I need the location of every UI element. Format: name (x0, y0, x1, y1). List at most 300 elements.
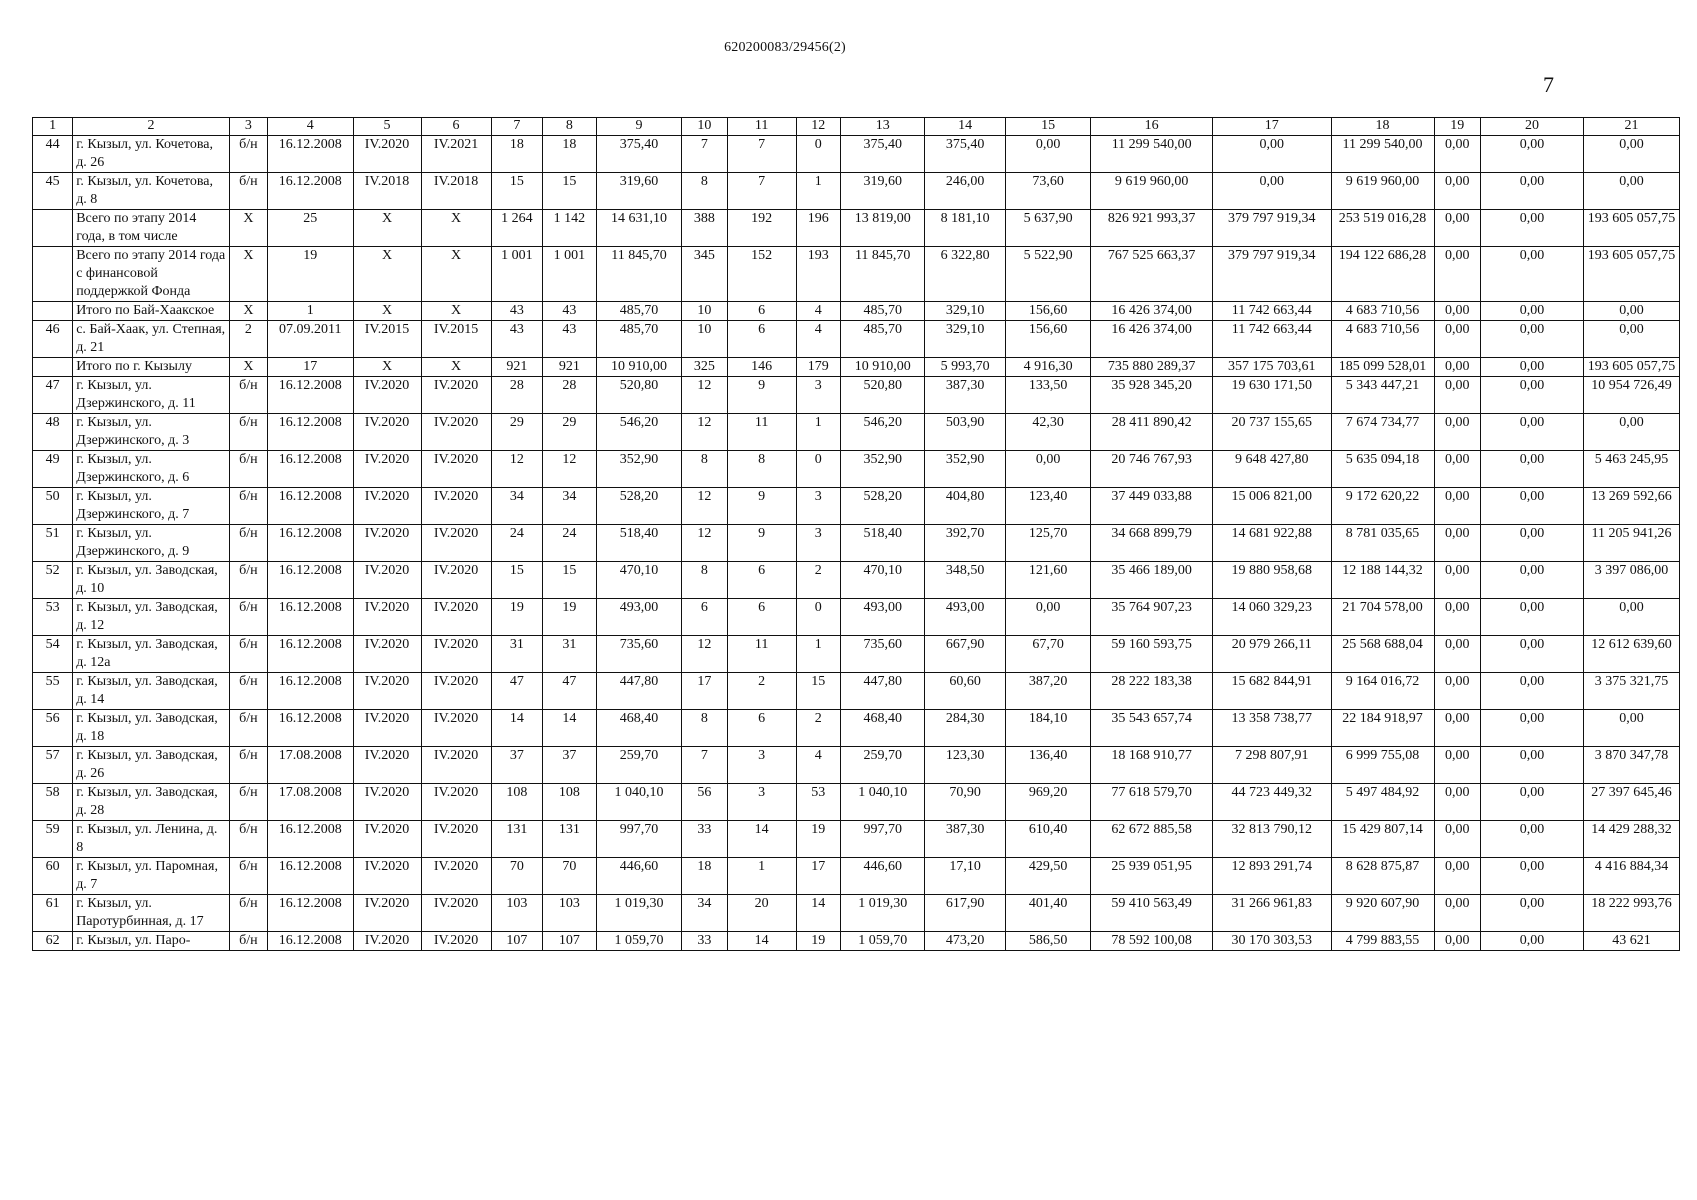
value-cell: 0,00 (1434, 932, 1480, 951)
value-cell: 345 (682, 247, 727, 302)
value-cell: 16.12.2008 (267, 932, 353, 951)
value-cell: 0,00 (1434, 525, 1480, 562)
value-cell: 0,00 (1434, 710, 1480, 747)
value-cell: 0,00 (1434, 302, 1480, 321)
value-cell: 27 397 645,46 (1584, 784, 1680, 821)
value-cell: 37 (543, 747, 597, 784)
address-cell: г. Кызыл, ул. Заводская, д. 28 (73, 784, 230, 821)
value-cell: 0,00 (1584, 173, 1680, 210)
value-cell: X (353, 358, 421, 377)
row-number-cell: 48 (33, 414, 73, 451)
value-cell: IV.2020 (353, 599, 421, 636)
value-cell: 4 (796, 302, 840, 321)
value-cell: 468,40 (840, 710, 925, 747)
value-cell: 5 343 447,21 (1331, 377, 1434, 414)
column-number: 19 (1434, 118, 1480, 136)
address-cell: г. Кызыл, ул. Паро- (73, 932, 230, 951)
value-cell: 0,00 (1584, 302, 1680, 321)
value-cell: 325 (682, 358, 727, 377)
value-cell: 14 (727, 821, 796, 858)
value-cell: 375,40 (596, 136, 682, 173)
value-cell: б/н (229, 136, 267, 173)
value-cell: 0,00 (1434, 895, 1480, 932)
value-cell: IV.2018 (421, 173, 491, 210)
value-cell: 123,40 (1005, 488, 1091, 525)
row-number-cell: 61 (33, 895, 73, 932)
value-cell: 3 (796, 377, 840, 414)
value-cell: 7 (682, 747, 727, 784)
value-cell: 5 637,90 (1005, 210, 1091, 247)
address-cell: г. Кызыл, ул. Ленина, д. 8 (73, 821, 230, 858)
address-cell: г. Кызыл, ул. Дзержинского, д. 3 (73, 414, 230, 451)
table-row (33, 710, 1680, 747)
value-cell: 0,00 (1434, 562, 1480, 599)
value-cell: 17 (796, 858, 840, 895)
value-cell: 193 605 057,75 (1584, 247, 1680, 302)
value-cell: 0,00 (1005, 136, 1091, 173)
value-cell: 0,00 (1480, 747, 1583, 784)
column-number: 18 (1331, 118, 1434, 136)
value-cell: 446,60 (596, 858, 682, 895)
value-cell: 15 (491, 562, 543, 599)
value-cell: 32 813 790,12 (1212, 821, 1331, 858)
row-number-cell (33, 247, 73, 302)
value-cell: IV.2020 (353, 636, 421, 673)
value-cell: 6 (727, 321, 796, 358)
value-cell: 70 (491, 858, 543, 895)
address-cell: г. Кызыл, ул. Заводская, д. 10 (73, 562, 230, 599)
value-cell: 17 (682, 673, 727, 710)
value-cell: 546,20 (596, 414, 682, 451)
value-cell: 7 (727, 136, 796, 173)
value-cell: 6 (682, 599, 727, 636)
value-cell: 429,50 (1005, 858, 1091, 895)
value-cell: б/н (229, 858, 267, 895)
table-row (33, 858, 1680, 895)
value-cell: 9 619 960,00 (1331, 173, 1434, 210)
value-cell: 0,00 (1434, 321, 1480, 358)
value-cell: 10 910,00 (596, 358, 682, 377)
value-cell: 9 172 620,22 (1331, 488, 1434, 525)
value-cell: 43 (491, 302, 543, 321)
value-cell: 5 993,70 (925, 358, 1005, 377)
column-number: 2 (73, 118, 230, 136)
address-cell: г. Кызыл, ул. Кочетова, д. 8 (73, 173, 230, 210)
row-number-cell: 58 (33, 784, 73, 821)
value-cell: 4 916,30 (1005, 358, 1091, 377)
value-cell: 12 (491, 451, 543, 488)
address-cell: г. Кызыл, ул. Заводская, д. 26 (73, 747, 230, 784)
value-cell: 0,00 (1480, 821, 1583, 858)
value-cell: 20 (727, 895, 796, 932)
value-cell: 60,60 (925, 673, 1005, 710)
value-cell: 1 059,70 (596, 932, 682, 951)
value-cell: 11 299 540,00 (1331, 136, 1434, 173)
value-cell: 0,00 (1434, 173, 1480, 210)
value-cell: 184,10 (1005, 710, 1091, 747)
value-cell: 28 222 183,38 (1091, 673, 1213, 710)
document-code: 620200083/29456(2) (724, 40, 846, 55)
value-cell: IV.2020 (353, 414, 421, 451)
value-cell: 25 (267, 210, 353, 247)
value-cell: IV.2020 (353, 710, 421, 747)
value-cell: 546,20 (840, 414, 925, 451)
value-cell: 11 845,70 (840, 247, 925, 302)
value-cell: 18 (543, 136, 597, 173)
value-cell: 485,70 (596, 302, 682, 321)
value-cell: 387,30 (925, 377, 1005, 414)
value-cell: 9 (727, 525, 796, 562)
value-cell: 0,00 (1584, 710, 1680, 747)
value-cell: 10 910,00 (840, 358, 925, 377)
value-cell: X (229, 247, 267, 302)
value-cell: 13 358 738,77 (1212, 710, 1331, 747)
column-number: 7 (491, 118, 543, 136)
value-cell: 18 (491, 136, 543, 173)
value-cell: 0,00 (1480, 302, 1583, 321)
value-cell: 0,00 (1434, 488, 1480, 525)
value-cell: 193 605 057,75 (1584, 358, 1680, 377)
register-table (32, 117, 1680, 951)
value-cell: 28 (543, 377, 597, 414)
value-cell: 388 (682, 210, 727, 247)
value-cell: 28 (491, 377, 543, 414)
value-cell: 0,00 (1434, 784, 1480, 821)
value-cell: 185 099 528,01 (1331, 358, 1434, 377)
column-number: 20 (1480, 118, 1583, 136)
value-cell: 14 (543, 710, 597, 747)
value-cell: 667,90 (925, 636, 1005, 673)
value-cell: 3 397 086,00 (1584, 562, 1680, 599)
value-cell: 5 522,90 (1005, 247, 1091, 302)
value-cell: 735 880 289,37 (1091, 358, 1213, 377)
value-cell: 0,00 (1480, 136, 1583, 173)
value-cell: 379 797 919,34 (1212, 210, 1331, 247)
value-cell: 357 175 703,61 (1212, 358, 1331, 377)
value-cell: 610,40 (1005, 821, 1091, 858)
value-cell: 0,00 (1434, 599, 1480, 636)
value-cell: X (421, 247, 491, 302)
value-cell: 4 (796, 321, 840, 358)
value-cell: 156,60 (1005, 302, 1091, 321)
value-cell: 35 928 345,20 (1091, 377, 1213, 414)
value-cell: 6 (727, 302, 796, 321)
table-row (33, 636, 1680, 673)
value-cell: IV.2020 (353, 451, 421, 488)
value-cell: 19 630 171,50 (1212, 377, 1331, 414)
value-cell: 14 (796, 895, 840, 932)
value-cell: 12 (682, 488, 727, 525)
value-cell: IV.2020 (421, 562, 491, 599)
value-cell: 767 525 663,37 (1091, 247, 1213, 302)
value-cell: 9 619 960,00 (1091, 173, 1213, 210)
value-cell: 0,00 (1480, 858, 1583, 895)
value-cell: 31 (543, 636, 597, 673)
value-cell: IV.2015 (421, 321, 491, 358)
value-cell: 7 (682, 136, 727, 173)
value-cell: 78 592 100,08 (1091, 932, 1213, 951)
value-cell: 67,70 (1005, 636, 1091, 673)
value-cell: 473,20 (925, 932, 1005, 951)
value-cell: 470,10 (596, 562, 682, 599)
value-cell: 1 (796, 173, 840, 210)
value-cell: 35 466 189,00 (1091, 562, 1213, 599)
value-cell: 0,00 (1434, 451, 1480, 488)
summary-row (33, 247, 1680, 302)
table-row (33, 377, 1680, 414)
address-cell: Всего по этапу 2014 года, в том числе (73, 210, 230, 247)
value-cell: 5 635 094,18 (1331, 451, 1434, 488)
table-row (33, 321, 1680, 358)
value-cell: 9 (727, 377, 796, 414)
row-number-cell (33, 302, 73, 321)
value-cell: 3 (727, 747, 796, 784)
table-row (33, 136, 1680, 173)
value-cell: 6 (727, 599, 796, 636)
value-cell: IV.2020 (353, 895, 421, 932)
value-cell: IV.2020 (421, 525, 491, 562)
value-cell: 0,00 (1480, 932, 1583, 951)
value-cell: 0,00 (1480, 710, 1583, 747)
value-cell: 77 618 579,70 (1091, 784, 1213, 821)
value-cell: 196 (796, 210, 840, 247)
column-number: 17 (1212, 118, 1331, 136)
value-cell: 617,90 (925, 895, 1005, 932)
value-cell: 520,80 (840, 377, 925, 414)
value-cell: 8 (682, 562, 727, 599)
value-cell: 8 781 035,65 (1331, 525, 1434, 562)
value-cell: 17.08.2008 (267, 747, 353, 784)
value-cell: 528,20 (596, 488, 682, 525)
value-cell: 0,00 (1480, 562, 1583, 599)
value-cell: б/н (229, 673, 267, 710)
value-cell: 1 142 (543, 210, 597, 247)
value-cell: 997,70 (840, 821, 925, 858)
value-cell: 7 298 807,91 (1212, 747, 1331, 784)
value-cell: IV.2020 (421, 784, 491, 821)
value-cell: 16.12.2008 (267, 562, 353, 599)
value-cell: б/н (229, 562, 267, 599)
value-cell: б/н (229, 525, 267, 562)
value-cell: 493,00 (925, 599, 1005, 636)
column-number: 15 (1005, 118, 1091, 136)
value-cell: 1 (796, 636, 840, 673)
column-number: 4 (267, 118, 353, 136)
value-cell: 0,00 (1480, 210, 1583, 247)
value-cell: 4 799 883,55 (1331, 932, 1434, 951)
value-cell: 0,00 (1480, 451, 1583, 488)
value-cell: 447,80 (596, 673, 682, 710)
value-cell: 35 764 907,23 (1091, 599, 1213, 636)
column-number: 6 (421, 118, 491, 136)
row-number-cell: 50 (33, 488, 73, 525)
address-cell: г. Кызыл, ул. Заводская, д. 18 (73, 710, 230, 747)
value-cell: 0,00 (1434, 377, 1480, 414)
value-cell: 0,00 (1480, 247, 1583, 302)
value-cell: 528,20 (840, 488, 925, 525)
value-cell: 192 (727, 210, 796, 247)
value-cell: 0,00 (1480, 377, 1583, 414)
column-number: 21 (1584, 118, 1680, 136)
value-cell: 1 (727, 858, 796, 895)
value-cell: 59 160 593,75 (1091, 636, 1213, 673)
page-number: 7 (1543, 72, 1554, 97)
value-cell: 348,50 (925, 562, 1005, 599)
value-cell: 0,00 (1480, 414, 1583, 451)
value-cell: 329,10 (925, 321, 1005, 358)
row-number-cell: 52 (33, 562, 73, 599)
value-cell: 503,90 (925, 414, 1005, 451)
value-cell: 0,00 (1212, 136, 1331, 173)
value-cell: 1 001 (543, 247, 597, 302)
address-cell: г. Кызыл, ул. Дзержинского, д. 6 (73, 451, 230, 488)
value-cell: 11 742 663,44 (1212, 302, 1331, 321)
value-cell: 0,00 (1480, 173, 1583, 210)
value-cell: 6 (727, 562, 796, 599)
value-cell: 47 (491, 673, 543, 710)
value-cell: 42,30 (1005, 414, 1091, 451)
table-row (33, 784, 1680, 821)
value-cell: 9 648 427,80 (1212, 451, 1331, 488)
value-cell: X (229, 358, 267, 377)
value-cell: 319,60 (596, 173, 682, 210)
value-cell: б/н (229, 599, 267, 636)
value-cell: 15 (491, 173, 543, 210)
value-cell: 103 (543, 895, 597, 932)
value-cell: 259,70 (840, 747, 925, 784)
table-row (33, 821, 1680, 858)
value-cell: IV.2020 (421, 858, 491, 895)
value-cell: X (353, 247, 421, 302)
value-cell: 62 672 885,58 (1091, 821, 1213, 858)
value-cell: 352,90 (840, 451, 925, 488)
value-cell: 108 (543, 784, 597, 821)
value-cell: 133,50 (1005, 377, 1091, 414)
value-cell: 24 (543, 525, 597, 562)
value-cell: 447,80 (840, 673, 925, 710)
value-cell: 15 (543, 173, 597, 210)
value-cell: 19 880 958,68 (1212, 562, 1331, 599)
value-cell: 3 (796, 488, 840, 525)
value-cell: 8 181,10 (925, 210, 1005, 247)
address-cell: г. Кызыл, ул. Паромная, д. 7 (73, 858, 230, 895)
value-cell: 13 269 592,66 (1584, 488, 1680, 525)
value-cell: 16.12.2008 (267, 377, 353, 414)
value-cell: 485,70 (840, 321, 925, 358)
value-cell: 493,00 (840, 599, 925, 636)
value-cell: 8 (682, 451, 727, 488)
value-cell: IV.2020 (353, 821, 421, 858)
value-cell: IV.2020 (353, 377, 421, 414)
address-cell: г. Кызыл, ул. Кочетова, д. 26 (73, 136, 230, 173)
column-number: 5 (353, 118, 421, 136)
value-cell: 375,40 (840, 136, 925, 173)
value-cell: 16.12.2008 (267, 673, 353, 710)
value-cell: 4 683 710,56 (1331, 302, 1434, 321)
table-row (33, 895, 1680, 932)
row-number-cell: 47 (33, 377, 73, 414)
value-cell: 16.12.2008 (267, 710, 353, 747)
value-cell: б/н (229, 932, 267, 951)
value-cell: 7 674 734,77 (1331, 414, 1434, 451)
value-cell: 375,40 (925, 136, 1005, 173)
address-cell: г. Кызыл, ул. Дзержинского, д. 7 (73, 488, 230, 525)
value-cell: 0,00 (1434, 414, 1480, 451)
value-cell: X (353, 302, 421, 321)
value-cell: 16.12.2008 (267, 451, 353, 488)
row-number-cell: 57 (33, 747, 73, 784)
value-cell: 33 (682, 932, 727, 951)
row-number-cell: 54 (33, 636, 73, 673)
value-cell: 3 375 321,75 (1584, 673, 1680, 710)
value-cell: 20 737 155,65 (1212, 414, 1331, 451)
value-cell: 0,00 (1212, 173, 1331, 210)
value-cell: 8 (682, 710, 727, 747)
value-cell: 735,60 (596, 636, 682, 673)
address-cell: г. Кызыл, ул. Заводская, д. 12а (73, 636, 230, 673)
row-number-cell: 53 (33, 599, 73, 636)
value-cell: 25 568 688,04 (1331, 636, 1434, 673)
row-number-cell: 51 (33, 525, 73, 562)
value-cell: 18 168 910,77 (1091, 747, 1213, 784)
value-cell: 404,80 (925, 488, 1005, 525)
value-cell: 0,00 (1480, 488, 1583, 525)
table-row (33, 562, 1680, 599)
value-cell: 16.12.2008 (267, 488, 353, 525)
value-cell: 18 (682, 858, 727, 895)
value-cell: 16.12.2008 (267, 858, 353, 895)
value-cell: 19 (491, 599, 543, 636)
value-cell: 352,90 (925, 451, 1005, 488)
value-cell: IV.2020 (421, 599, 491, 636)
value-cell: 15 682 844,91 (1212, 673, 1331, 710)
value-cell: 352,90 (596, 451, 682, 488)
value-cell: 259,70 (596, 747, 682, 784)
value-cell: 24 (491, 525, 543, 562)
value-cell: IV.2018 (353, 173, 421, 210)
value-cell: 17 (267, 358, 353, 377)
value-cell: б/н (229, 414, 267, 451)
table-row (33, 747, 1680, 784)
value-cell: 0,00 (1584, 414, 1680, 451)
value-cell: 0,00 (1480, 636, 1583, 673)
value-cell: IV.2020 (353, 858, 421, 895)
value-cell: 11 (727, 636, 796, 673)
value-cell: 53 (796, 784, 840, 821)
value-cell: 16.12.2008 (267, 895, 353, 932)
table-row (33, 932, 1680, 951)
value-cell: 0,00 (1434, 136, 1480, 173)
address-cell: г. Кызыл, ул. Дзержинского, д. 11 (73, 377, 230, 414)
value-cell: IV.2020 (353, 747, 421, 784)
value-cell: 401,40 (1005, 895, 1091, 932)
value-cell: 179 (796, 358, 840, 377)
row-number-cell: 55 (33, 673, 73, 710)
value-cell: 253 519 016,28 (1331, 210, 1434, 247)
value-cell: 12 188 144,32 (1331, 562, 1434, 599)
value-cell: 1 019,30 (596, 895, 682, 932)
value-cell: 1 040,10 (596, 784, 682, 821)
value-cell: 70 (543, 858, 597, 895)
value-cell: 108 (491, 784, 543, 821)
value-cell: 59 410 563,49 (1091, 895, 1213, 932)
column-number: 13 (840, 118, 925, 136)
column-number: 8 (543, 118, 597, 136)
value-cell: б/н (229, 451, 267, 488)
value-cell: IV.2020 (421, 932, 491, 951)
table-row (33, 599, 1680, 636)
value-cell: 12 (543, 451, 597, 488)
